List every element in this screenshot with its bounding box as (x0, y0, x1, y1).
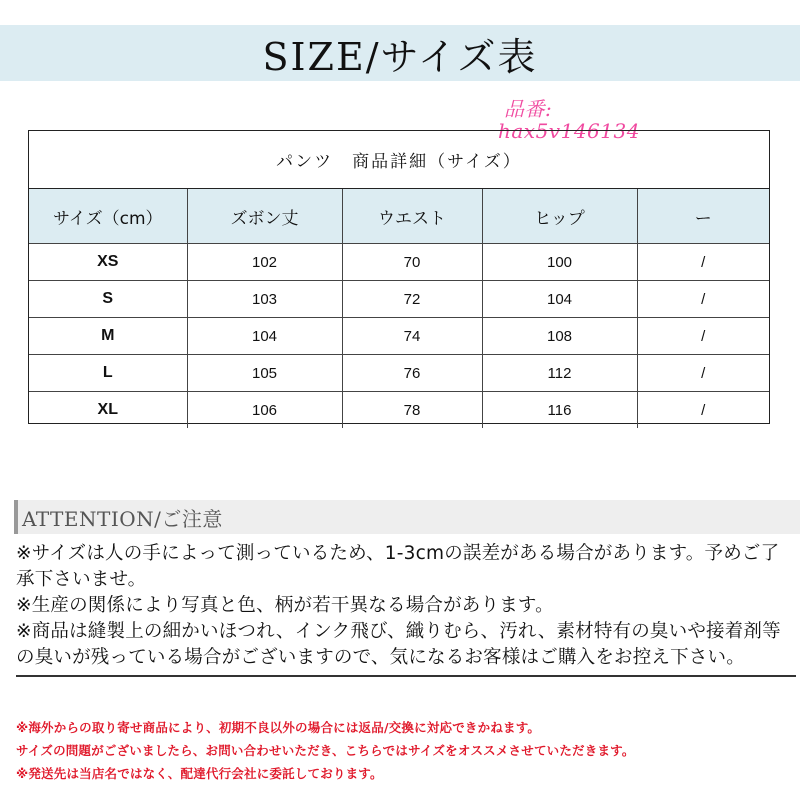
note-item: ※商品は縫製上の細かいほつれ、インク飛び、織りむら、汚れ、素材特有の臭いや接着剤等の臭いが残っている場合がございますので、気になるお客様はご購入をお控え下さい。 (16, 621, 781, 668)
size-table (28, 130, 770, 424)
cell-extra: / (637, 318, 769, 355)
table-row (29, 392, 769, 429)
cell-size: XL (29, 392, 187, 429)
cell-extra: / (637, 392, 769, 429)
title-band (0, 25, 800, 81)
table-row (29, 355, 769, 392)
cell-size: S (29, 281, 187, 318)
product-code-value: hax5v146134 (498, 119, 640, 143)
cell-extra: / (637, 244, 769, 281)
column-header-size: サイズ（cm） (29, 189, 187, 244)
cell-extra: / (637, 281, 769, 318)
disclaimer-item: ※発送先は当店名ではなく、配達代行会社に委託しております。 (16, 766, 383, 781)
note-item: ※生産の関係により写真と色、柄が若干異なる場合があります。 (16, 595, 554, 616)
table-row (29, 318, 769, 355)
cell-waist: 76 (342, 355, 482, 392)
page-title: SIZE/サイズ表 (262, 34, 538, 79)
cell-length: 103 (187, 281, 342, 318)
table-row (29, 244, 769, 281)
cell-hip: 100 (482, 244, 637, 281)
table-row (29, 281, 769, 318)
table-header-row (29, 189, 769, 244)
cell-waist: 78 (342, 392, 482, 429)
disclaimer-item: サイズの問題がございましたら、お問い合わせいただき、こちらではサイズをオススメさせていただきます。 (16, 743, 635, 758)
cell-size: M (29, 318, 187, 355)
note-item: ※サイズは人の手によって測っているため、1-3cmの誤差がある場合があります。予めご了承下さいませ。 (16, 543, 780, 590)
attention-title: ATTENTION/ご注意 (22, 506, 223, 531)
disclaimer-notes (16, 716, 796, 785)
column-header-hip: ヒップ (482, 189, 637, 244)
size-grid (29, 189, 769, 428)
cell-length: 104 (187, 318, 342, 355)
cell-size: L (29, 355, 187, 392)
cell-hip: 104 (482, 281, 637, 318)
cell-length: 102 (187, 244, 342, 281)
cell-waist: 74 (342, 318, 482, 355)
column-header-length: ズボン丈 (187, 189, 342, 244)
cell-length: 106 (187, 392, 342, 429)
cell-extra: / (637, 355, 769, 392)
cell-length: 105 (187, 355, 342, 392)
cell-waist: 72 (342, 281, 482, 318)
size-table-title: パンツ 商品詳細（サイズ） (29, 131, 769, 189)
cell-waist: 70 (342, 244, 482, 281)
column-header-extra: ー (637, 189, 769, 244)
cell-size: XS (29, 244, 187, 281)
product-code-label: 品番: (504, 97, 553, 121)
attention-header (14, 500, 800, 534)
cell-hip: 112 (482, 355, 637, 392)
cell-hip: 116 (482, 392, 637, 429)
attention-notes (16, 541, 796, 677)
disclaimer-item: ※海外からの取り寄せ商品により、初期不良以外の場合には返品/交換に対応できかねます。 (16, 720, 541, 735)
cell-hip: 108 (482, 318, 637, 355)
column-header-waist: ウエスト (342, 189, 482, 244)
